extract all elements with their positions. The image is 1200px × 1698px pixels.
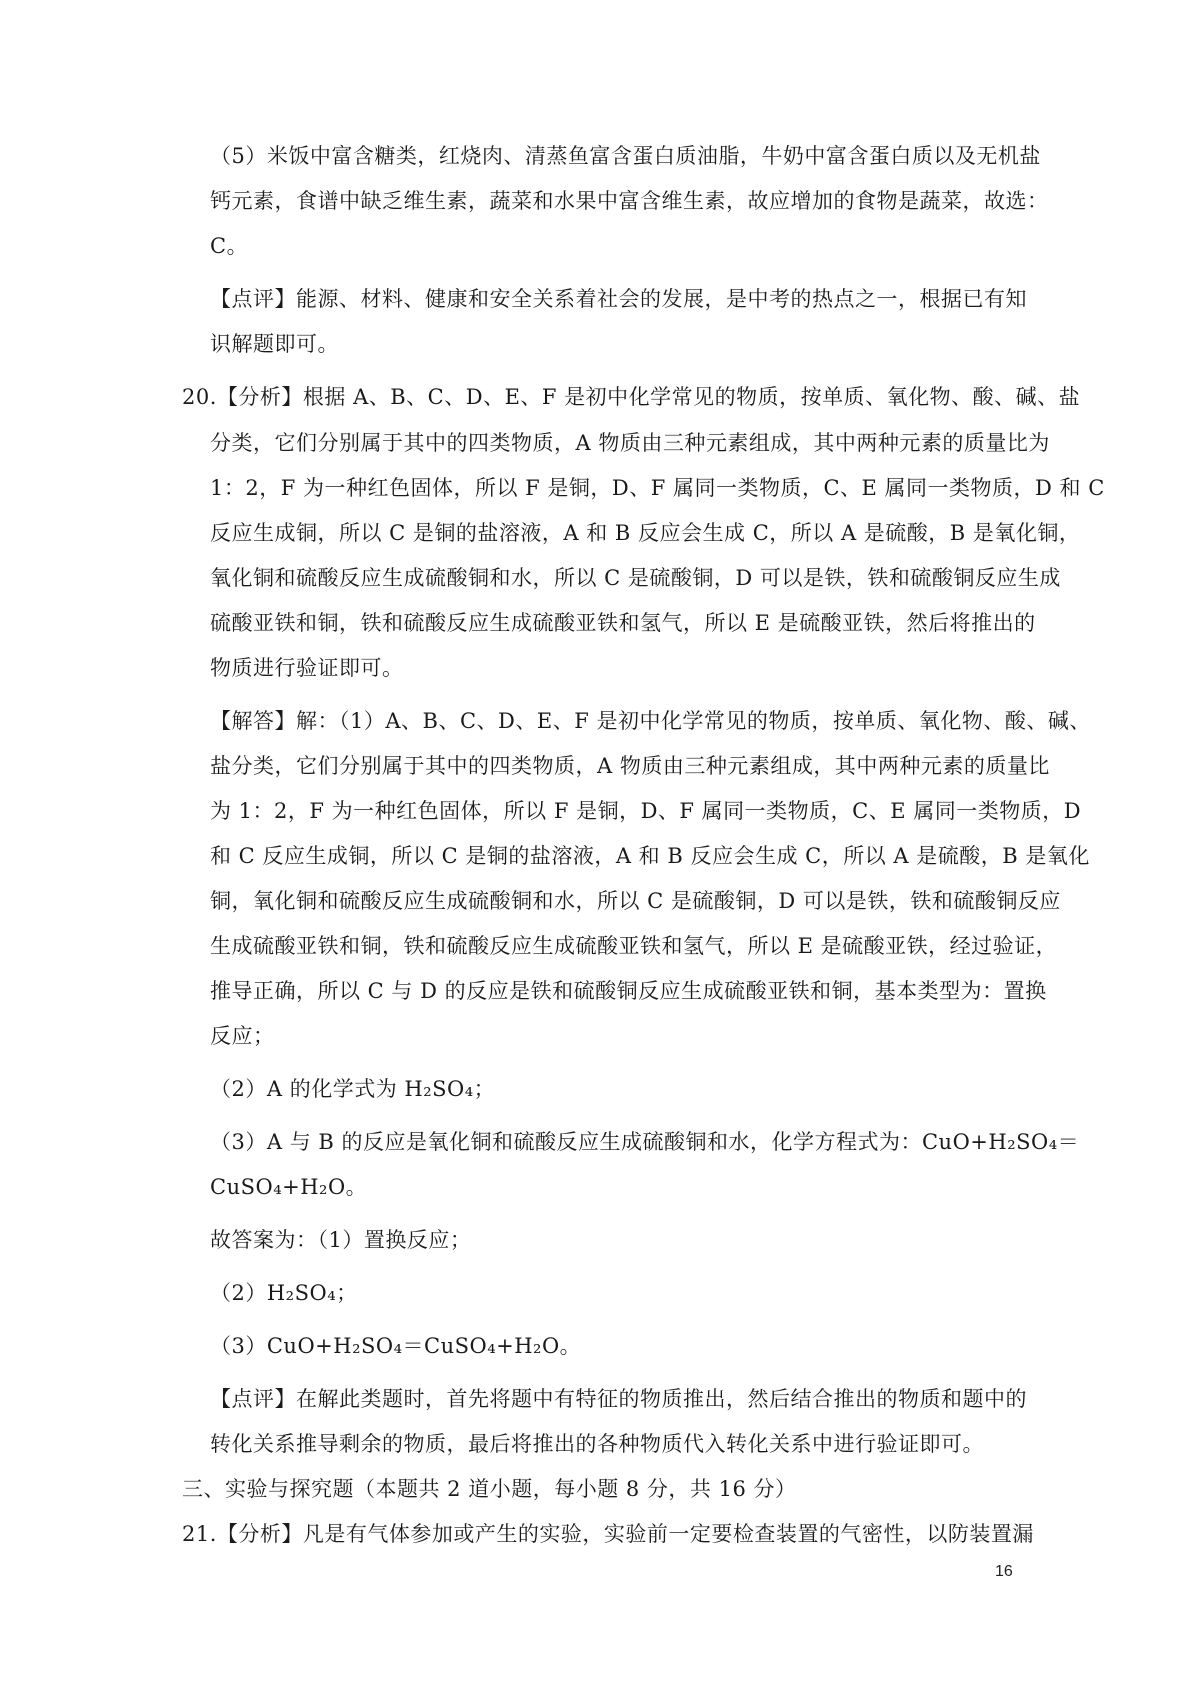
question-21-line: 21.【分析】凡是有气体参加或产生的实验，实验前一定要检查装置的气密性，以防装置漏 xyxy=(182,1522,1034,1546)
text-line: 【点评】能源、材料、健康和安全关系着社会的发展，是中考的热点之一，根据已有知 xyxy=(210,287,1027,311)
text-line: （2）H₂SO₄； xyxy=(210,1281,358,1305)
text-line: 识解题即可。 xyxy=(210,332,339,356)
text-line: 【点评】在解此类题时，首先将题中有特征的物质推出，然后结合推出的物质和题中的 xyxy=(210,1387,1027,1411)
text-line: 【解答】解：（1）A、B、C、D、E、F 是初中化学常见的物质，按单质、氧化物、酸、碱、 xyxy=(210,709,1091,733)
text-line: 生成硫酸亚铁和铜，铁和硫酸反应生成硫酸亚铁和氢气，所以 E 是硫酸亚铁，经过验证， xyxy=(210,934,1058,958)
text-line: （3）CuO+H₂SO₄＝CuSO₄+H₂O。 xyxy=(210,1334,582,1358)
text-line: C。 xyxy=(210,234,249,258)
text-line: 为 1：2，F 为一种红色固体，所以 F 是铜，D、F 属同一类物质，C、E 属同一类物质，D xyxy=(210,799,1082,823)
text-line: （5）米饭中富含糖类，红烧肉、清蒸鱼富含蛋白质油脂，牛奶中富含蛋白质以及无机盐 xyxy=(210,144,1041,168)
section-heading: 三、实验与探究题（本题共 2 道小题，每小题 8 分，共 16 分） xyxy=(182,1477,797,1501)
text-line: 钙元素，食谱中缺乏维生素，蔬菜和水果中富含维生素，故应增加的食物是蔬菜，故选： xyxy=(210,189,1049,213)
text-line: 铜，氧化铜和硫酸反应生成硫酸铜和水，所以 C 是硫酸铜，D 可以是铁，铁和硫酸铜反应 xyxy=(210,889,1061,913)
text-line: 反应生成铜，所以 C 是铜的盐溶液，A 和 B 反应会生成 C，所以 A 是硫酸，B 是氧化铜， xyxy=(210,521,1081,545)
text-line: 氧化铜和硫酸反应生成硫酸铜和水，所以 C 是硫酸铜，D 可以是铁，铁和硫酸铜反应生成 xyxy=(210,566,1061,590)
text-line: CuSO₄+H₂O。 xyxy=(210,1175,368,1199)
text-line: 推导正确，所以 C 与 D 的反应是铁和硫酸铜反应生成硫酸亚铁和铜，基本类型为：置换 xyxy=(210,979,1047,1003)
text-line: 物质进行验证即可。 xyxy=(210,656,404,680)
text-line: 故答案为：（1）置换反应； xyxy=(210,1228,472,1252)
text-line: 分类，它们分别属于其中的四类物质，A 物质由三种元素组成，其中两种元素的质量比为 xyxy=(210,431,1050,455)
question-20-line: 20.【分析】根据 A、B、C、D、E、F 是初中化学常见的物质，按单质、氧化物、酸、碱、盐 xyxy=(182,385,1081,409)
text-line: （2）A 的化学式为 H₂SO₄； xyxy=(210,1077,496,1101)
text-line: 反应； xyxy=(210,1024,275,1048)
text-line: （3）A 与 B 的反应是氧化铜和硫酸反应生成硫酸铜和水，化学方程式为：CuO+H₂SO₄＝ xyxy=(210,1130,1080,1154)
text-line: 转化关系推导剩余的物质，最后将推出的各种物质代入转化关系中进行验证即可。 xyxy=(210,1432,984,1456)
text-line: 盐分类，它们分别属于其中的四类物质，A 物质由三种元素组成，其中两种元素的质量比 xyxy=(210,754,1050,778)
text-line: 硫酸亚铁和铜，铁和硫酸反应生成硫酸亚铁和氢气，所以 E 是硫酸亚铁，然后将推出的 xyxy=(210,611,1036,635)
text-line: 1：2，F 为一种红色固体，所以 F 是铜，D、F 属同一类物质，C、E 属同一类物质，D 和 C xyxy=(210,476,1105,500)
text-line: 和 C 反应生成铜，所以 C 是铜的盐溶液，A 和 B 反应会生成 C，所以 A 是硫酸，B 是氧化 xyxy=(210,844,1090,868)
page-number: 16 xyxy=(995,1563,1013,1580)
